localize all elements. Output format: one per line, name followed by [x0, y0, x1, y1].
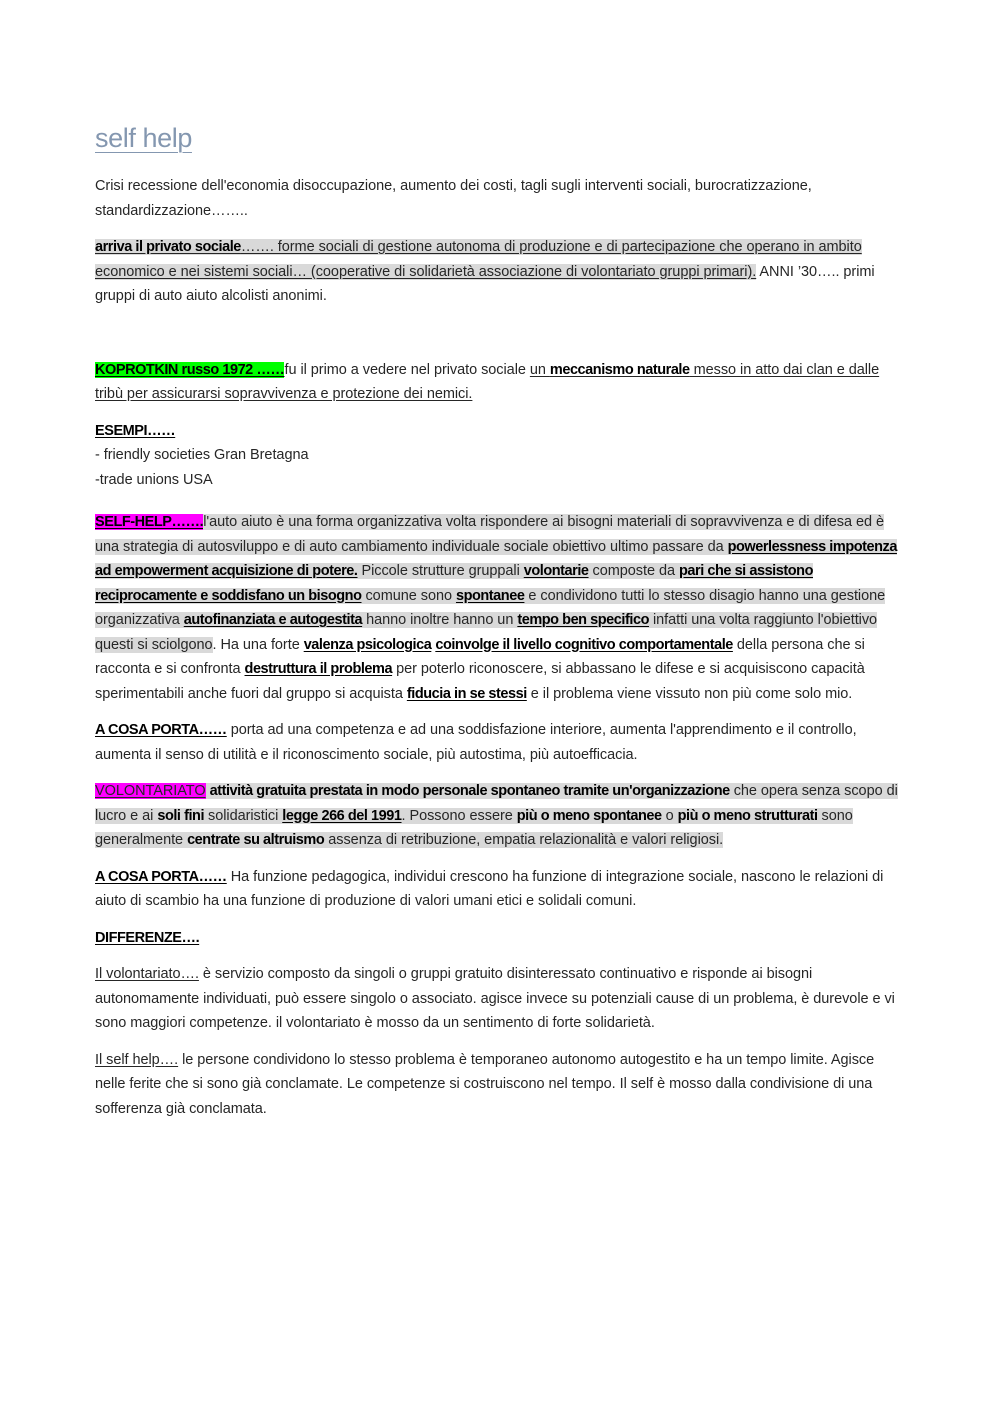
koprotkin-lead: KOPROTKIN russo 1972 …… — [95, 361, 285, 378]
selfhelp-text-9: della persona che si racconta e si confronta — [95, 636, 865, 677]
differenze-selfhelp-text: le persone condividono lo stesso problema è temporaneo autonomo autogestito e ha un tempo limite. Agisce nelle ferite che si sono già conclamate. Le competenze si costruiscono nel tempo. Il self è mosso dalla condivisione di una sofferenza già conclamata. — [95, 1051, 875, 1117]
selfhelp-text-10: per poterlo riconoscere, si abbassano le difese e si acquisiscono capacità sperimentabili anche fuori dal gruppo si acquista — [95, 661, 865, 702]
esempi-item-1: - friendly societies Gran Bretagna — [95, 447, 309, 463]
selfhelp-bold-3: pari che si assistono reciprocamente e soddisfano un bisogno — [95, 563, 813, 604]
selfhelp-text-6: hanno inoltre hanno un — [362, 612, 518, 628]
privato-highlight — [95, 239, 862, 280]
koprotkin-bold-1: meccanismo naturale — [549, 361, 690, 378]
selfhelp-bold-1: powerlessness impotenza ad empowerment acquisizione di potere. — [95, 538, 897, 579]
privato-text: ……. forme sociali di gestione autonoma di produzione e di partecipazione che operano in ambito economico e nei sistemi sociali… (cooperative di solidarietà associazione di volontariato gruppi primari). — [95, 239, 862, 280]
volontariato-text-2: solidaristici — [204, 807, 283, 824]
koprotkin-paragraph — [95, 358, 908, 407]
selfhelp-text-5: e condividono tutti lo stesso disagio hanno una gestione organizzativa — [95, 587, 886, 628]
koprotkin-text-1: fu il primo a vedere nel privato sociale — [284, 361, 530, 378]
spacer — [95, 321, 908, 358]
a-cosa-porta-text-1: porta ad una competenza e ad una soddisfazione interiore, aumenta l'apprendimento e il controllo, aumenta il senso di utilità e il riconoscimento sociale, più autostima, più autoefficacia. — [95, 722, 857, 763]
volontariato-lead: VOLONTARIATO — [95, 783, 206, 799]
koprotkin-text-2: un — [529, 361, 550, 378]
differenze-volontariato-paragraph — [95, 962, 908, 1036]
a-cosa-porta-text-2: Ha funzione pedagogica, individui crescono ha funzione di integrazione sociale, nascono le relazioni di aiuto di scambio ha una funzione di produzione di valori umani etici e solidali comuni. — [95, 868, 884, 909]
esempi-heading: ESEMPI…… — [95, 422, 176, 439]
selfhelp-text-11: e il problema viene vissuto non più come solo mio. — [526, 685, 853, 702]
selfhelp-highlight — [95, 514, 897, 653]
koprotkin-text-3: messo in atto dai clan e dalle tribù per assicurarsi sopravvivenza e protezione dei nemici. — [95, 361, 880, 402]
selfhelp-paragraph — [95, 510, 908, 706]
a-cosa-porta-paragraph-2 — [95, 865, 908, 914]
selfhelp-text-8: . Ha una forte — [212, 636, 304, 653]
privato-lead: arriva il privato sociale — [95, 239, 241, 255]
selfhelp-text-3: composte da — [588, 563, 679, 579]
volontariato-text-5: sono generalmente — [95, 807, 853, 848]
differenze-volontariato-text: è servizio composto da singoli o gruppi gratuito disinteressato continuativo e risponde ai bisogni autonomamente individuati, può essere singolo o associato. agisce invece su potenziali cause di un problema, è durevole e vi sono maggiori competenze. il volontariato è mosso da un sentimento di forte solidarietà. — [95, 966, 895, 1031]
intro-paragraph: Crisi recessione dell'economia disoccupazione, aumento dei costi, tagli sugli interventi sociali, burocratizzazione, standardizzazione…….. — [95, 178, 812, 219]
selfhelp-bold-8: coinvolge il livello cognitivo comportamentale — [435, 636, 733, 653]
selfhelp-bold-4: spontanee — [455, 587, 525, 604]
volontariato-bold-3: legge 266 del 1991 — [282, 807, 402, 824]
volontariato-highlight — [95, 783, 898, 848]
volontariato-text-3: . Possono essere — [401, 807, 517, 824]
volontariato-text-6: assenza di retribuzione, empatia relazionalità e valori religiosi. — [324, 832, 724, 848]
volontariato-bold-4: più o meno spontanee — [516, 807, 662, 824]
selfhelp-bold-6: tempo ben specifico — [517, 612, 649, 628]
volontariato-text-1: che opera senza scopo di lucro e ai — [95, 783, 898, 824]
selfhelp-bold-9: destruttura il problema — [244, 661, 393, 677]
selfhelp-text-4: comune sono — [361, 587, 456, 604]
volontariato-bold-6: centrate su altruismo — [187, 832, 325, 848]
privato-sociale-paragraph — [95, 235, 908, 309]
differenze-volontariato-lead: Il volontariato…. — [95, 966, 199, 982]
selfhelp-bold-5: autofinanziata e autogestita — [183, 612, 363, 628]
a-cosa-porta-paragraph-1 — [95, 718, 908, 767]
selfhelp-bold-2: volontarie — [523, 563, 589, 579]
volontariato-bold-5: più o meno strutturati — [677, 807, 818, 824]
esempi-block — [95, 419, 908, 493]
selfhelp-lead: SELF-HELP……. — [95, 514, 204, 530]
a-cosa-porta-lead-1: A COSA PORTA…… — [95, 722, 227, 738]
page-title: self help — [95, 123, 192, 153]
selfhelp-bold-10: fiducia in se stessi — [406, 685, 527, 702]
selfhelp-text-2: Piccole strutture gruppali — [357, 563, 524, 579]
a-cosa-porta-lead-2: A COSA PORTA…… — [95, 868, 227, 885]
differenze-heading: DIFFERENZE…. — [95, 929, 200, 946]
selfhelp-text-7: infatti una volta raggiunto l'obiettivo questi si sciolgono — [95, 612, 878, 653]
esempi-item-2: -trade unions USA — [95, 471, 213, 488]
volontariato-bold-1: attività gratuita prestata in modo personale spontaneo tramite un'organizzazione — [209, 783, 730, 799]
volontariato-bold-2: soli fini — [157, 807, 205, 824]
differenze-heading-paragraph — [95, 926, 908, 951]
volontariato-text-4: o — [661, 807, 678, 824]
selfhelp-bold-7: valenza psicologica — [303, 636, 432, 653]
differenze-selfhelp-lead: Il self help…. — [95, 1051, 179, 1068]
privato-tail: ANNI ’30….. primi gruppi di auto aiuto alcolisti anonimi. — [95, 263, 875, 304]
volontariato-paragraph — [95, 779, 908, 853]
selfhelp-text-1: l'auto aiuto è una forma organizzativa volta rispondere ai bisogni materiali di sopravvivenza e di difesa ed è una strategia di autosviluppo e di auto cambiamento individuale sociale obiettivo ultimo passare da — [95, 514, 884, 555]
differenze-selfhelp-paragraph — [95, 1048, 908, 1122]
